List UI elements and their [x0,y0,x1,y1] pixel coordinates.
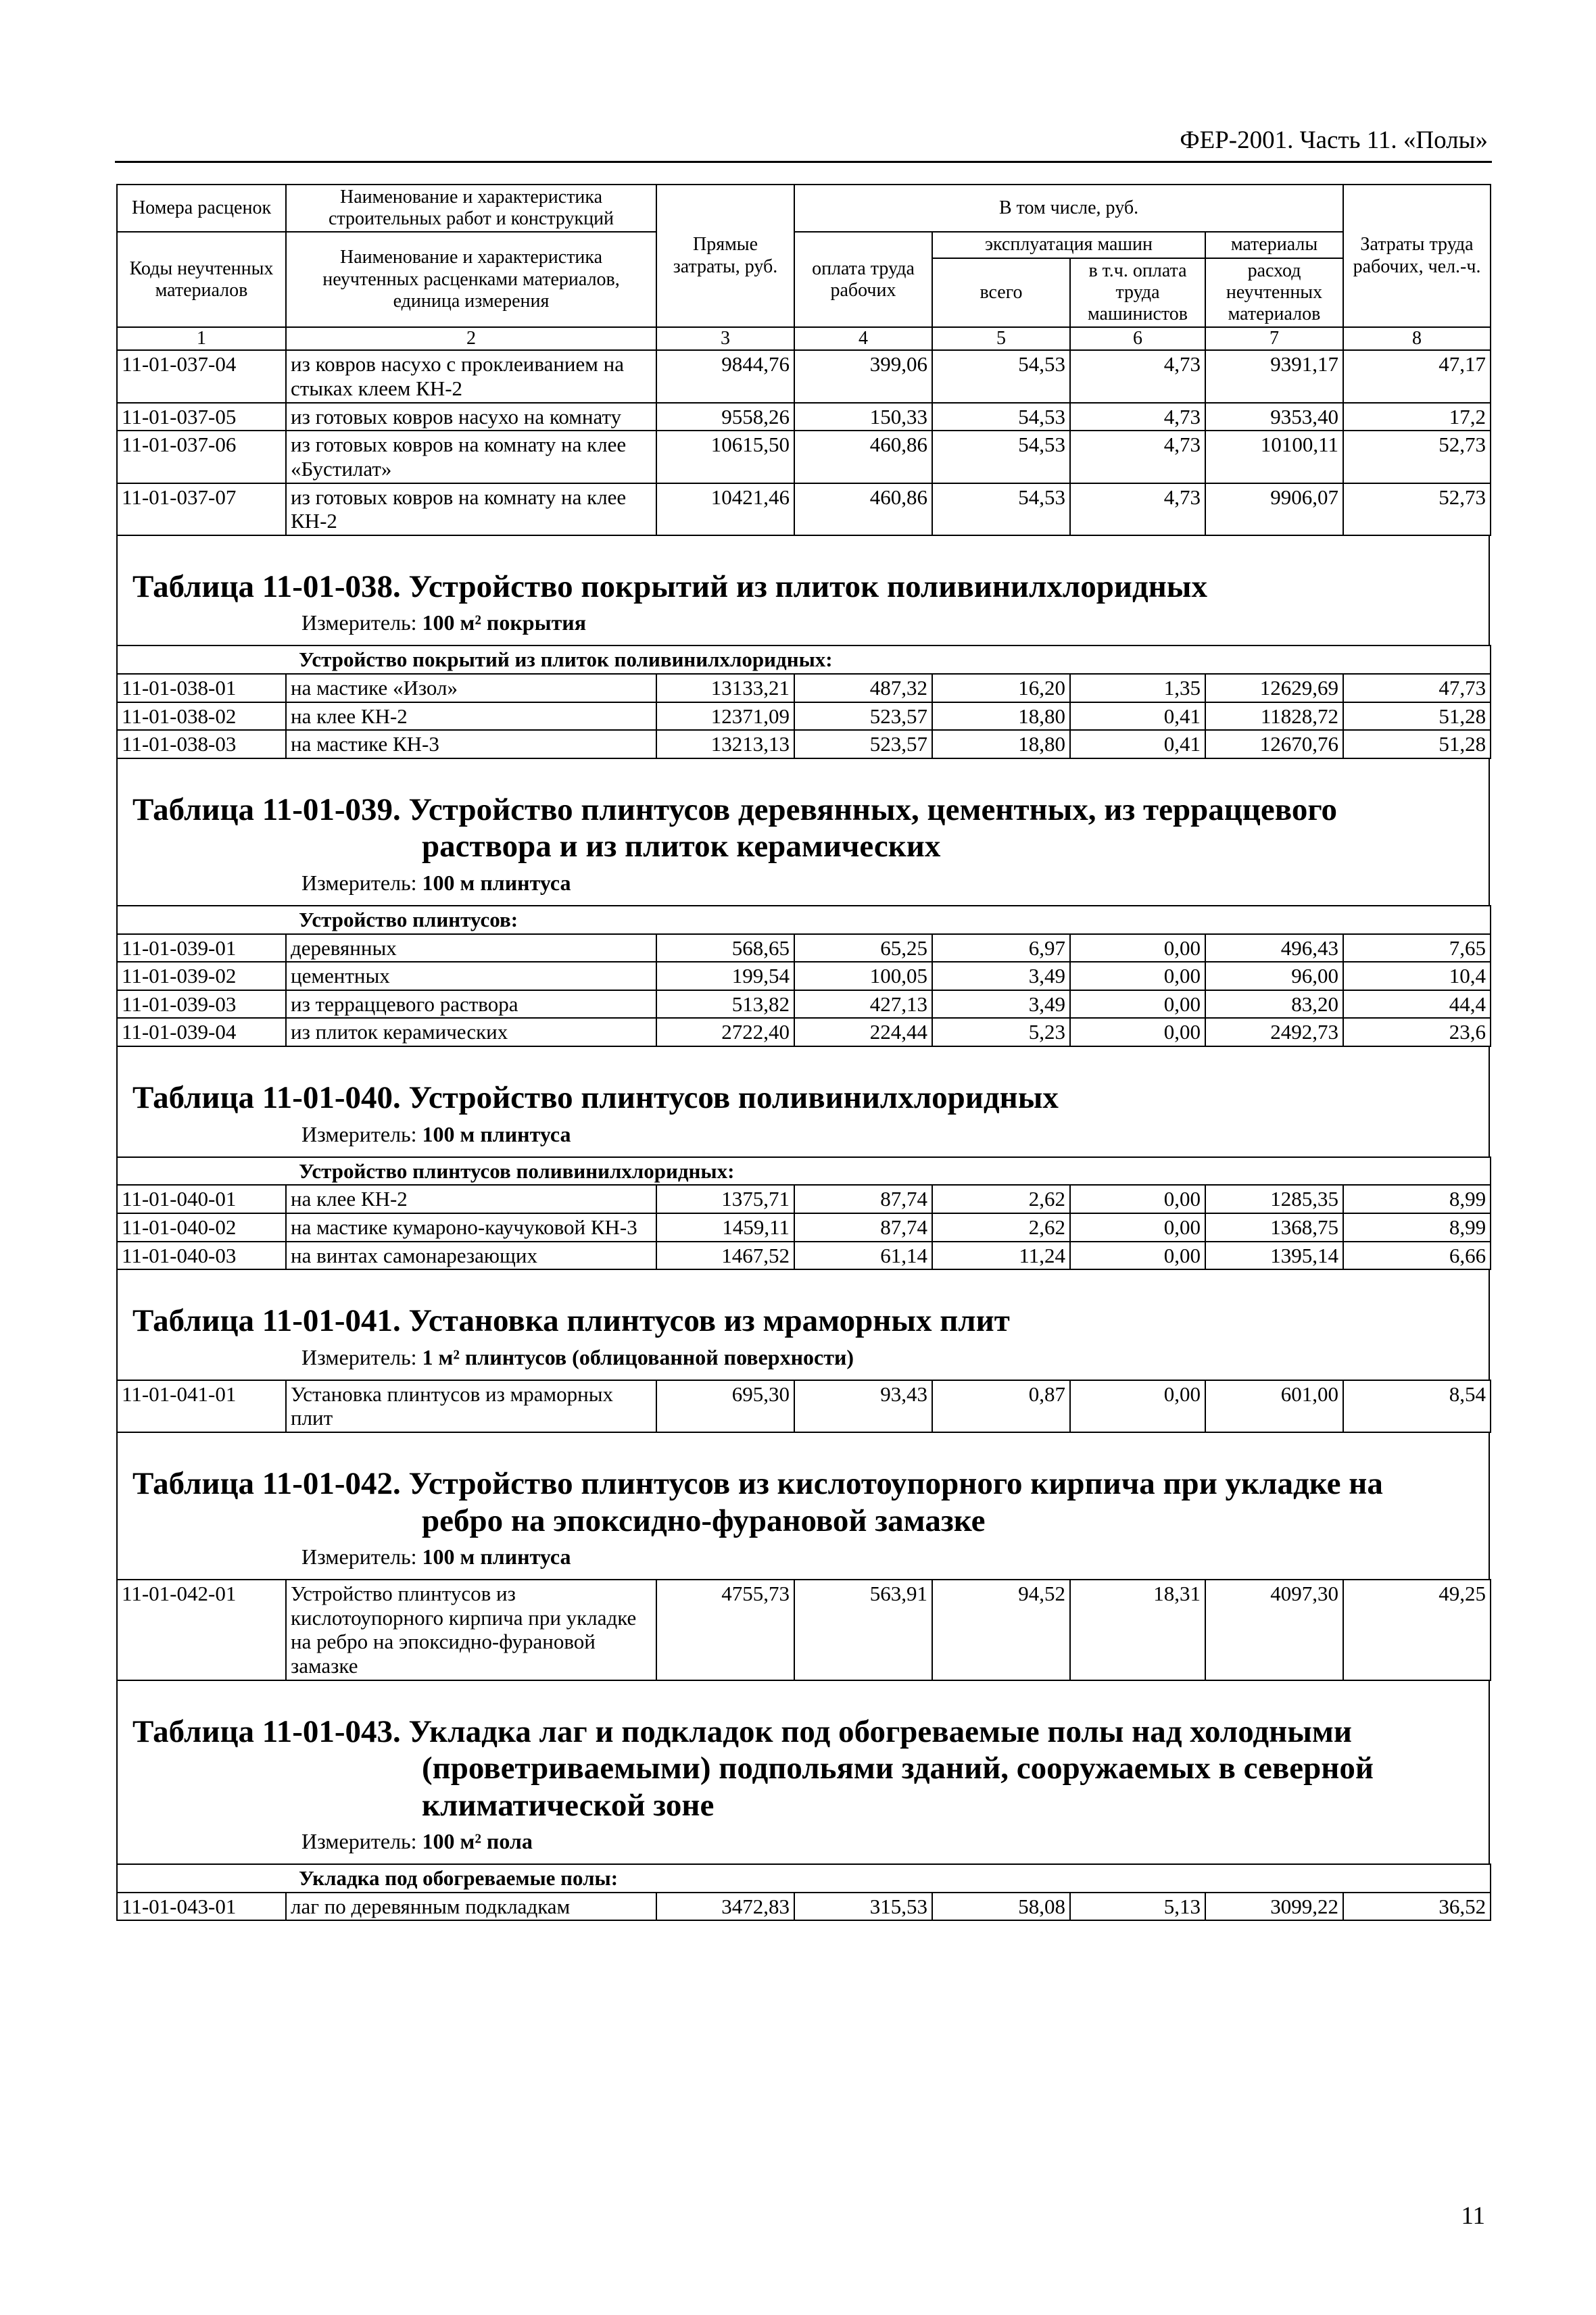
rates-table [116,645,1491,759]
meter-line [301,871,1475,896]
cell-name: Устройство плинтусов из кислотоупорного кирпича при укладке на ребро на эпоксидно-фурановой замазке [286,1580,656,1680]
cell-code: 11-01-037-05 [117,403,286,431]
cell-materials: 9391,17 [1205,350,1343,402]
table-title [132,1302,1475,1340]
cell-materials: 3099,22 [1205,1893,1343,1921]
table-section [116,1681,1490,1864]
cell-hours: 10,4 [1343,962,1491,990]
cell-code: 11-01-041-01 [117,1380,286,1432]
cell-hours: 47,73 [1343,674,1491,702]
cell-direct: 3472,83 [656,1893,794,1921]
col-machines-label: эксплуатация машин [932,232,1205,258]
column-number: 3 [656,327,794,350]
cell-labor: 427,13 [794,990,932,1019]
cell-mach: 3,49 [932,962,1070,990]
rates-sheet [116,184,1490,1921]
cell-direct: 1459,11 [656,1213,794,1242]
cell-name: из плиток керамических [286,1018,656,1046]
table-title-continuation: климатической зоне [422,1787,715,1823]
cell-materials: 83,20 [1205,990,1343,1019]
table-row [117,1213,1491,1242]
cell-mach: 54,53 [932,431,1070,483]
cell-mach: 2,62 [932,1185,1070,1213]
column-number: 7 [1205,327,1343,350]
col-code-bottom: Коды неучтенных материалов [117,232,286,327]
col-labor: оплата труда рабочих [794,232,932,327]
cell-mach-labor: 0,41 [1070,702,1205,731]
cell-materials: 12629,69 [1205,674,1343,702]
table-title-continuation: ребро на эпоксидно-фурановой замазке [422,1503,986,1538]
column-number: 8 [1343,327,1491,350]
cell-labor: 563,91 [794,1580,932,1680]
cell-code: 11-01-040-02 [117,1213,286,1242]
table-row [117,990,1491,1019]
cell-mach: 11,24 [932,1242,1070,1270]
cell-direct: 13213,13 [656,730,794,758]
cell-labor: 87,74 [794,1185,932,1213]
cell-code: 11-01-042-01 [117,1580,286,1680]
meter-label: Измеритель: [301,870,417,895]
cell-direct: 1467,52 [656,1242,794,1270]
cell-name: на мастике кумароно-каучуковой КН-3 [286,1213,656,1242]
group-heading: Устройство плинтусов поливинилхлоридных: [117,1157,1491,1186]
cell-name: из готовых ковров на комнату на клее «Бустилат» [286,431,656,483]
cell-mach-labor: 0,00 [1070,934,1205,962]
table-row [117,1893,1491,1921]
cell-hours: 51,28 [1343,730,1491,758]
cell-mach: 0,87 [932,1380,1070,1432]
cell-code: 11-01-037-06 [117,431,286,483]
cell-direct: 513,82 [656,990,794,1019]
col-code-top: Номера расценок [117,185,286,232]
cell-mach: 3,49 [932,990,1070,1019]
group-heading: Устройство плинтусов: [117,906,1491,934]
cell-mach-labor: 4,73 [1070,483,1205,535]
cell-direct: 9558,26 [656,403,794,431]
cell-name: лаг по деревянным подкладкам [286,1893,656,1921]
column-number: 5 [932,327,1070,350]
table-row [117,1018,1491,1046]
table-section [116,1047,1490,1156]
rates-table [116,1579,1491,1681]
cell-mach-labor: 4,73 [1070,403,1205,431]
cell-mach-labor: 0,41 [1070,730,1205,758]
cell-labor: 460,86 [794,483,932,535]
cell-name: на винтах самонарезающих [286,1242,656,1270]
meter-value: 100 м плинтуса [422,1121,571,1146]
cell-direct: 10421,46 [656,483,794,535]
column-number: 6 [1070,327,1205,350]
table-title [132,791,1475,865]
cell-mach-labor: 1,35 [1070,674,1205,702]
cell-code: 11-01-043-01 [117,1893,286,1921]
cell-materials: 12670,76 [1205,730,1343,758]
cell-labor: 523,57 [794,702,932,731]
table-title-line: Таблица 11-01-043. Укладка лаг и подкладок под обогреваемые полы над холодными [132,1713,1352,1749]
table-row [117,1580,1491,1680]
cell-labor: 87,74 [794,1213,932,1242]
cell-hours: 36,52 [1343,1893,1491,1921]
cell-direct: 4755,73 [656,1580,794,1680]
cell-mach-labor: 0,00 [1070,962,1205,990]
table-row [117,483,1491,535]
table-section [116,536,1490,645]
cell-mach-labor: 0,00 [1070,1018,1205,1046]
cell-labor: 150,33 [794,403,932,431]
table-title-line: Таблица 11-01-042. Устройство плинтусов из кислотоупорного кирпича при укладке на [132,1465,1383,1501]
rates-table [116,905,1491,1047]
meter-value: 100 м² покрытия [422,610,587,635]
group-heading: Устройство покрытий из плиток поливинилхлоридных: [117,645,1491,674]
cell-materials: 4097,30 [1205,1580,1343,1680]
cell-mach: 54,53 [932,483,1070,535]
cell-hours: 8,99 [1343,1213,1491,1242]
meter-value: 100 м² пола [422,1829,533,1854]
cell-direct: 13133,21 [656,674,794,702]
meter-label: Измеритель: [301,610,417,635]
cell-code: 11-01-040-03 [117,1242,286,1270]
cell-labor: 460,86 [794,431,932,483]
cell-materials: 1368,75 [1205,1213,1343,1242]
meter-value: 100 м плинтуса [422,870,571,895]
cell-labor: 65,25 [794,934,932,962]
col-group-label: В том числе, руб. [794,185,1343,232]
cell-direct: 10615,50 [656,431,794,483]
cell-mach-labor: 0,00 [1070,1213,1205,1242]
table-title-line: Таблица 11-01-041. Установка плинтусов из мраморных плит [132,1303,1010,1339]
cell-mach: 58,08 [932,1893,1070,1921]
meter-value: 1 м² плинтусов (облицованной поверхности) [422,1344,854,1369]
cell-code: 11-01-038-02 [117,702,286,731]
cell-labor: 224,44 [794,1018,932,1046]
table-row [117,1242,1491,1270]
cell-hours: 52,73 [1343,483,1491,535]
column-number: 2 [286,327,656,350]
table-section [116,1433,1490,1579]
cell-direct: 9844,76 [656,350,794,402]
cell-direct: 199,54 [656,962,794,990]
cell-hours: 52,73 [1343,431,1491,483]
cell-mach-labor: 4,73 [1070,350,1205,402]
meter-line [301,1829,1475,1854]
table-row [117,431,1491,483]
cell-mach-labor: 0,00 [1070,990,1205,1019]
cell-labor: 100,05 [794,962,932,990]
cell-mach: 18,80 [932,702,1070,731]
cell-code: 11-01-038-03 [117,730,286,758]
cell-mach-labor: 5,13 [1070,1893,1205,1921]
meter-label: Измеритель: [301,1121,417,1146]
meter-label: Измеритель: [301,1544,417,1569]
cell-code: 11-01-037-04 [117,350,286,402]
cell-direct: 1375,71 [656,1185,794,1213]
rates-head-table [116,184,1491,536]
cell-materials: 601,00 [1205,1380,1343,1432]
cell-mach: 2,62 [932,1213,1070,1242]
cell-mach: 16,20 [932,674,1070,702]
cell-materials: 9906,07 [1205,483,1343,535]
cell-materials: 10100,11 [1205,431,1343,483]
cell-name: на клее КН-2 [286,1185,656,1213]
col-materials: расход неучтенных материалов [1205,258,1343,328]
cell-code: 11-01-037-07 [117,483,286,535]
table-row [117,934,1491,962]
cell-mach: 5,23 [932,1018,1070,1046]
table-row [117,730,1491,758]
column-number: 4 [794,327,932,350]
cell-name: на мастике КН-3 [286,730,656,758]
cell-mach: 54,53 [932,350,1070,402]
cell-name: цементных [286,962,656,990]
col-materials-label: материалы [1205,232,1343,258]
meter-value: 100 м плинтуса [422,1544,571,1569]
table-title [132,568,1475,606]
first-rows-body [117,350,1491,535]
cell-name: деревянных [286,934,656,962]
cell-hours: 44,4 [1343,990,1491,1019]
col-machines-total: всего [932,258,1070,328]
cell-materials: 496,43 [1205,934,1343,962]
col-machinist-labor: в т.ч. оплата труда машинистов [1070,258,1205,328]
page-number: 11 [1461,2202,1485,2230]
table-row [117,1380,1491,1432]
cell-materials: 11828,72 [1205,702,1343,731]
meter-label: Измеритель: [301,1344,417,1369]
column-number: 1 [117,327,286,350]
cell-mach-labor: 0,00 [1070,1242,1205,1270]
table-title-continuation: (проветриваемыми) подпольями зданий, сооружаемых в северной [422,1751,1374,1786]
cell-materials: 96,00 [1205,962,1343,990]
cell-mach-labor: 4,73 [1070,431,1205,483]
cell-mach: 94,52 [932,1580,1070,1680]
cell-hours: 8,99 [1343,1185,1491,1213]
cell-direct: 695,30 [656,1380,794,1432]
cell-mach: 18,80 [932,730,1070,758]
cell-hours: 17,2 [1343,403,1491,431]
cell-name: из терраццевого раствора [286,990,656,1019]
cell-mach: 54,53 [932,403,1070,431]
meter-line [301,1544,1475,1569]
table-row [117,962,1491,990]
document-header-title: ФЕР-2001. Часть 11. «Полы» [1180,126,1488,154]
meter-line [301,1122,1475,1147]
cell-direct: 12371,09 [656,702,794,731]
cell-direct: 568,65 [656,934,794,962]
sections-container [116,536,1490,1922]
cell-name: на мастике «Изол» [286,674,656,702]
group-row [117,906,1491,934]
cell-code: 11-01-039-01 [117,934,286,962]
table-section [116,759,1490,905]
meter-line [301,1345,1475,1370]
cell-materials: 2492,73 [1205,1018,1343,1046]
cell-hours: 6,66 [1343,1242,1491,1270]
col-direct: Прямые затраты, руб. [656,185,794,327]
cell-labor: 61,14 [794,1242,932,1270]
cell-name: из готовых ковров на комнату на клее КН-2 [286,483,656,535]
table-row [117,674,1491,702]
rates-table [116,1863,1491,1921]
cell-mach: 6,97 [932,934,1070,962]
column-numbers-row [117,327,1491,350]
cell-direct: 2722,40 [656,1018,794,1046]
cell-name: Установка плинтусов из мраморных плит [286,1380,656,1432]
col-name-bottom: Наименование и характеристика неучтенных расценками материалов, единица измерения [286,232,656,327]
table-section [116,1270,1490,1380]
cell-hours: 23,6 [1343,1018,1491,1046]
table-title-line: Таблица 11-01-038. Устройство покрытий из плиток поливинилхлоридных [132,568,1207,604]
col-name-top: Наименование и характеристика строительных работ и конструкций [286,185,656,232]
cell-labor: 315,53 [794,1893,932,1921]
cell-name: на клее КН-2 [286,702,656,731]
table-row [117,1185,1491,1213]
cell-labor: 487,32 [794,674,932,702]
meter-label: Измеритель: [301,1829,417,1854]
cell-hours: 47,17 [1343,350,1491,402]
col-hours: Затраты труда рабочих, чел.-ч. [1343,185,1491,327]
meter-line [301,610,1475,635]
header-rule [115,161,1492,163]
group-heading: Укладка под обогреваемые полы: [117,1864,1491,1893]
cell-materials: 9353,40 [1205,403,1343,431]
cell-code: 11-01-040-01 [117,1185,286,1213]
cell-mach-labor: 0,00 [1070,1185,1205,1213]
cell-mach-labor: 0,00 [1070,1380,1205,1432]
table-title-continuation: раствора и из плиток керамических [422,829,941,864]
cell-materials: 1395,14 [1205,1242,1343,1270]
rates-table [116,1156,1491,1271]
table-row [117,350,1491,402]
cell-code: 11-01-039-02 [117,962,286,990]
cell-materials: 1285,35 [1205,1185,1343,1213]
cell-mach-labor: 18,31 [1070,1580,1205,1680]
group-row [117,1157,1491,1186]
cell-code: 11-01-039-03 [117,990,286,1019]
cell-hours: 49,25 [1343,1580,1491,1680]
cell-name: из готовых ковров насухо на комнату [286,403,656,431]
cell-name: из ковров насухо с проклеиванием на стыках клеем КН-2 [286,350,656,402]
cell-labor: 93,43 [794,1380,932,1432]
cell-code: 11-01-038-01 [117,674,286,702]
cell-labor: 399,06 [794,350,932,402]
table-title [132,1079,1475,1117]
table-row [117,403,1491,431]
group-row [117,645,1491,674]
table-title [132,1713,1475,1824]
cell-hours: 8,54 [1343,1380,1491,1432]
table-title [132,1465,1475,1539]
table-title-line: Таблица 11-01-039. Устройство плинтусов деревянных, цементных, из терраццевого [132,791,1338,827]
table-title-line: Таблица 11-01-040. Устройство плинтусов поливинилхлоридных [132,1080,1059,1116]
cell-hours: 7,65 [1343,934,1491,962]
cell-code: 11-01-039-04 [117,1018,286,1046]
cell-labor: 523,57 [794,730,932,758]
rates-table [116,1380,1491,1433]
group-row [117,1864,1491,1893]
cell-hours: 51,28 [1343,702,1491,731]
table-row [117,702,1491,731]
